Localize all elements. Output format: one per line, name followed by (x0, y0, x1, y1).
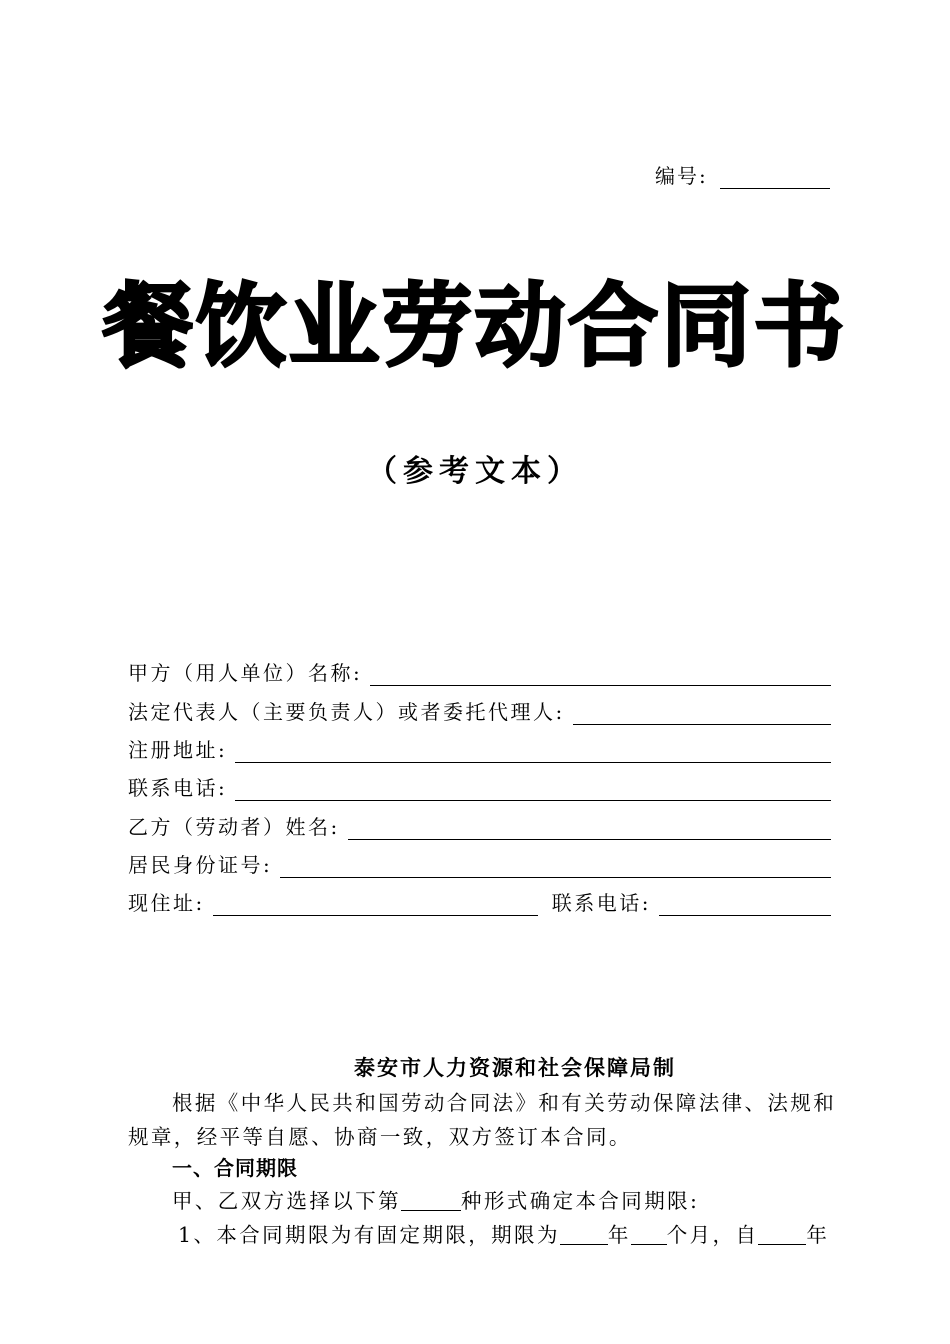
section-1-text (172, 1184, 872, 1218)
item-1-text-a: 1、本合同期限为有固定期限，期限为 (178, 1223, 560, 1247)
phone-a-blank[interactable] (235, 776, 831, 801)
field-party-a-name (128, 650, 831, 686)
document-subtitle: （参考文本） (367, 454, 583, 489)
section-1-text-a: 甲、乙双方选择以下第 (172, 1189, 401, 1213)
field-id-number (128, 842, 831, 878)
field-address-phone (128, 880, 831, 916)
serial-number (655, 160, 830, 189)
phone-a-label: 联系电话: (128, 776, 228, 800)
phone-b-blank[interactable] (659, 891, 831, 916)
party-a-name-label: 甲方（用人单位）名称: (128, 661, 363, 685)
item-1-text-b: 年 (607, 1223, 631, 1247)
section-1-text-b: 种形式确定本合同期限: (461, 1189, 700, 1213)
intro-paragraph: 根据《中华人民共和国劳动合同法》和有关劳动保障法律、法规和规章，经平等自愿、协商一致，双方签订本合同。 (128, 1091, 837, 1149)
section-1-heading: 一、合同期限 (172, 1156, 298, 1180)
item-1-text-c: 个月，自 (666, 1223, 759, 1247)
issuer-line: 泰安市人力资源和社会保障局制 (354, 1055, 676, 1080)
party-a-name-blank[interactable] (370, 661, 831, 686)
serial-blank[interactable] (720, 166, 830, 189)
id-number-blank[interactable] (280, 853, 831, 878)
current-address-blank[interactable] (213, 891, 538, 916)
reg-address-blank[interactable] (235, 738, 831, 763)
item-1-text (178, 1218, 878, 1252)
current-address-label: 现住址: (128, 891, 205, 915)
document-title: 餐饮业劳动合同书 (103, 274, 847, 379)
term-type-blank[interactable] (401, 1190, 461, 1211)
serial-label: 编号: (655, 164, 708, 188)
term-years-blank[interactable] (560, 1224, 608, 1245)
field-reg-address (128, 727, 831, 763)
id-number-label: 居民身份证号: (128, 853, 273, 877)
term-months-blank[interactable] (631, 1224, 667, 1245)
field-legal-rep (128, 689, 831, 725)
reg-address-label: 注册地址: (128, 738, 228, 762)
field-phone-a (128, 765, 831, 801)
legal-rep-blank[interactable] (573, 700, 831, 725)
item-1-text-d: 年 (806, 1223, 830, 1247)
legal-rep-label: 法定代表人（主要负责人）或者委托代理人: (128, 700, 565, 724)
field-party-b-name (128, 804, 831, 840)
party-b-name-blank[interactable] (348, 815, 831, 840)
start-year-blank[interactable] (758, 1224, 806, 1245)
phone-b-label: 联系电话: (551, 891, 651, 915)
party-b-name-label: 乙方（劳动者）姓名: (128, 815, 340, 839)
